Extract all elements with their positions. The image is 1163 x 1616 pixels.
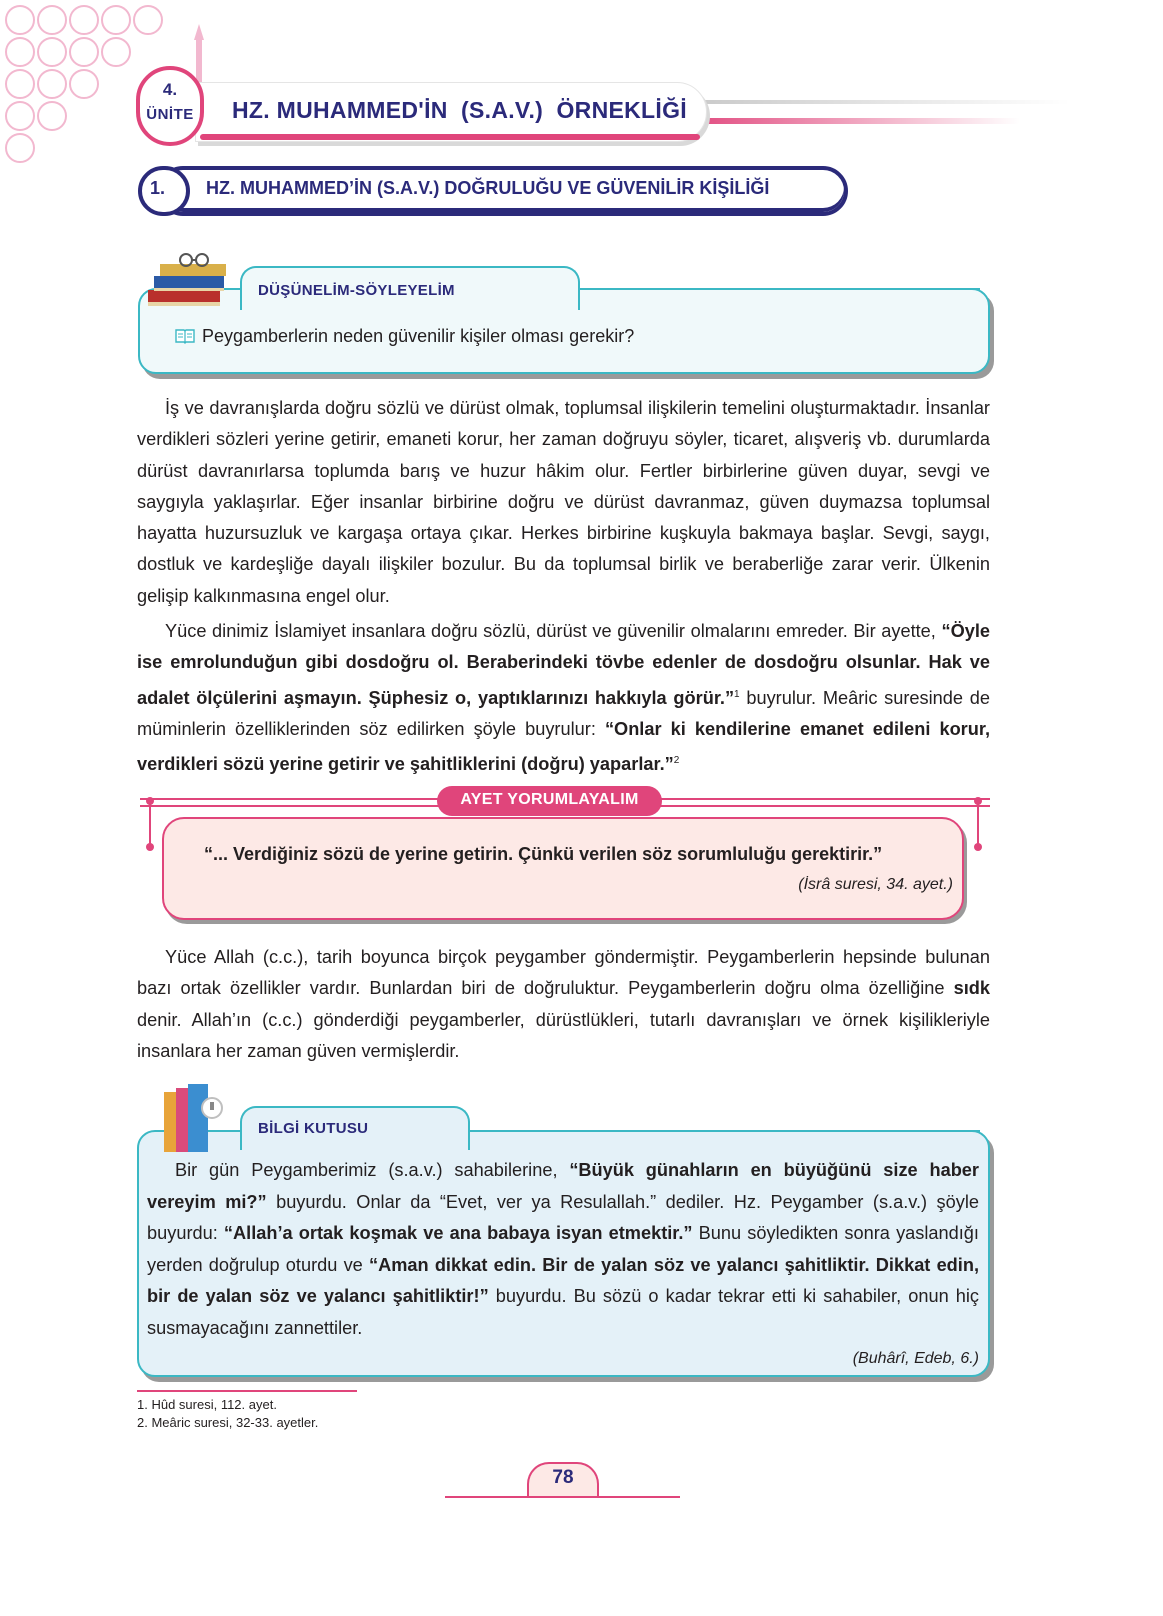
unit-title: HZ. MUHAMMED'İN (S.A.V.) ÖRNEKLİĞİ: [232, 97, 687, 123]
info-text-2: buyurdu. Onlar da “Evet, ver ya Resulallah.” dediler. Hz. Peygamber (s.a.v.) şöyle buyurdu:: [147, 1191, 980, 1243]
ayet-quote-mearic: “Onlar ki kendilerine emanet edileni korur, verdikleri sözü yerine getirir ve şahitliklerini (doğru) yaparlar.”: [137, 718, 990, 775]
paragraph-3-text-a: Yüce Allah (c.c.), tarih boyunca birçok peygamber göndermiştir. Peygamberlerin hepsinde bulunan bazı ortak özellikler vardır. Bunlardan biri de doğruluktur. Peygamberlerin doğru olma özelliğine: [137, 947, 990, 999]
info-paragraph: [147, 1155, 979, 1344]
ayet-ornament-left: [138, 787, 162, 867]
page-number-line: [445, 1496, 680, 1498]
unit-number: 4.: [162, 80, 178, 99]
ayet-source: (İsrâ suresi, 34. ayet.): [798, 876, 953, 893]
ayet-quote-hud: “Öyle ise emrolunduğun gibi dosdoğru ol. Beraberindeki tövbe edenler de dosdoğru olsunlar. Hak ve adalet ölçülerini aşmayın. Şüphesiz o, yaptıklarınızı hakkıyla görür.”: [137, 621, 990, 708]
unit-header-line-pink: [680, 118, 1020, 124]
sidk-term: sıdk: [953, 978, 990, 999]
section-title: HZ. MUHAMMED’İN (S.A.V.) DOĞRULUĞU VE GÜVENİLİR KİŞİLİĞİ: [206, 178, 770, 198]
footnote-ref-2: 2: [673, 755, 680, 767]
footnote-2: 2. Meâric suresi, 32-33. ayetler.: [137, 1415, 319, 1430]
section-number: 1.: [150, 178, 166, 198]
paragraph-3: [137, 942, 990, 1067]
think-question: Peygamberlerin neden güvenilir kişiler olması gerekir?: [202, 326, 635, 346]
info-bold-2: “Allah’a ortak koşmak ve ana babaya isyan etmektir.”: [223, 1223, 693, 1243]
unit-header-accent: [200, 134, 700, 140]
unit-header-line-gray: [690, 100, 1070, 104]
ayet-title: AYET YORUMLAYALIM: [460, 791, 639, 808]
paragraph-2-text-c: buyrulur. Meâric suresinde de müminlerin özelliklerinden söz edilirken şöyle buyrulur:: [137, 687, 990, 739]
info-text-4: buyurdu. Bu sözü o kadar tekrar etti ki sahabiler, onun hiç susmayacağını zannettiler.: [147, 1286, 980, 1338]
think-title: DÜŞÜNELİM-SÖYLEYELİM: [258, 282, 455, 299]
footnote-ref-1: 1: [734, 688, 740, 700]
ayet-ornament-right: [966, 787, 990, 867]
info-title: BİLGİ KUTUSU: [258, 1120, 369, 1137]
ayet-quote: “... Verdiğiniz sözü de yerine getirin. Çünkü verilen söz sorumluluğu gerektirir.”: [204, 844, 883, 864]
open-book-icon: [175, 327, 195, 345]
ayet-box: [162, 817, 964, 920]
info-source: (Buhârî, Edeb, 6.): [852, 1350, 979, 1367]
info-text-3: Bunu söyledikten sonra yaslandığı yerden doğrulup oturdu ve: [147, 1223, 979, 1275]
books-info-illustration: [150, 1078, 240, 1160]
paragraph-2-text-a: Yüce dinimiz İslamiyet insanlara doğru sözlü, dürüst ve güvenilir olmalarını emreder. Bir ayette,: [165, 621, 942, 641]
info-bold-3: “Aman dikkat edin. Bir de yalan söz ve yalancı şahitliktir. Dikkat edin, bir de yalan söz ve yalancı şahitliktir!”: [147, 1254, 980, 1306]
books-illustration: [140, 240, 250, 320]
unit-badge: [136, 66, 204, 146]
page-number: 78: [552, 1467, 574, 1488]
paragraph-3-text-c: denir. Allah’ın (c.c.) gönderdiği peygamberler, dürüstlükleri, tutarlı davranışları ve örnek kişilikleriyle insanlara her zaman güven vermişlerdir.: [137, 1009, 990, 1061]
paragraph-1: İş ve davranışlarda doğru sözlü ve dürüst olmak, toplumsal ilişkilerin temelini oluşturmaktadır. İnsanlar verdikleri sözleri yerine getirir, emaneti korur, her zaman doğruyu söyler, ticaret, alışveriş vb. durumlarda dürüst davranırlarsa toplumda barış ve huzur hâkim olur. Fertler birbirlerine güven duyar, sevgi ve saygıyla yaklaşırlar. Eğer insanlar birbirine doğru ve dürüst davranmaz, güven duymazsa toplumsal hayatta huzursuzluk ve kargaşa ortaya çıkar. Herkes birbirine kuşkuyla bakmaya başlar. Sevgi, saygı, dostluk ve kardeşliğe dayalı ilişkiler bozulur. Bu da toplumsal birlik ve beraberliğe zarar verir. Ülkenin gelişip kalkınmasına engel olur.: [137, 398, 990, 606]
info-bold-1: “Büyük günahların en büyüğünü size haber vereyim mi?”: [147, 1160, 980, 1212]
paragraph-2: [137, 616, 990, 781]
footnote-divider: [137, 1390, 357, 1392]
footnote-1: 1. Hûd suresi, 112. ayet.: [137, 1397, 277, 1412]
info-text-1: Bir gün Peygamberimiz (s.a.v.) sahabilerine,: [175, 1160, 570, 1180]
unit-label: ÜNİTE: [146, 106, 194, 123]
